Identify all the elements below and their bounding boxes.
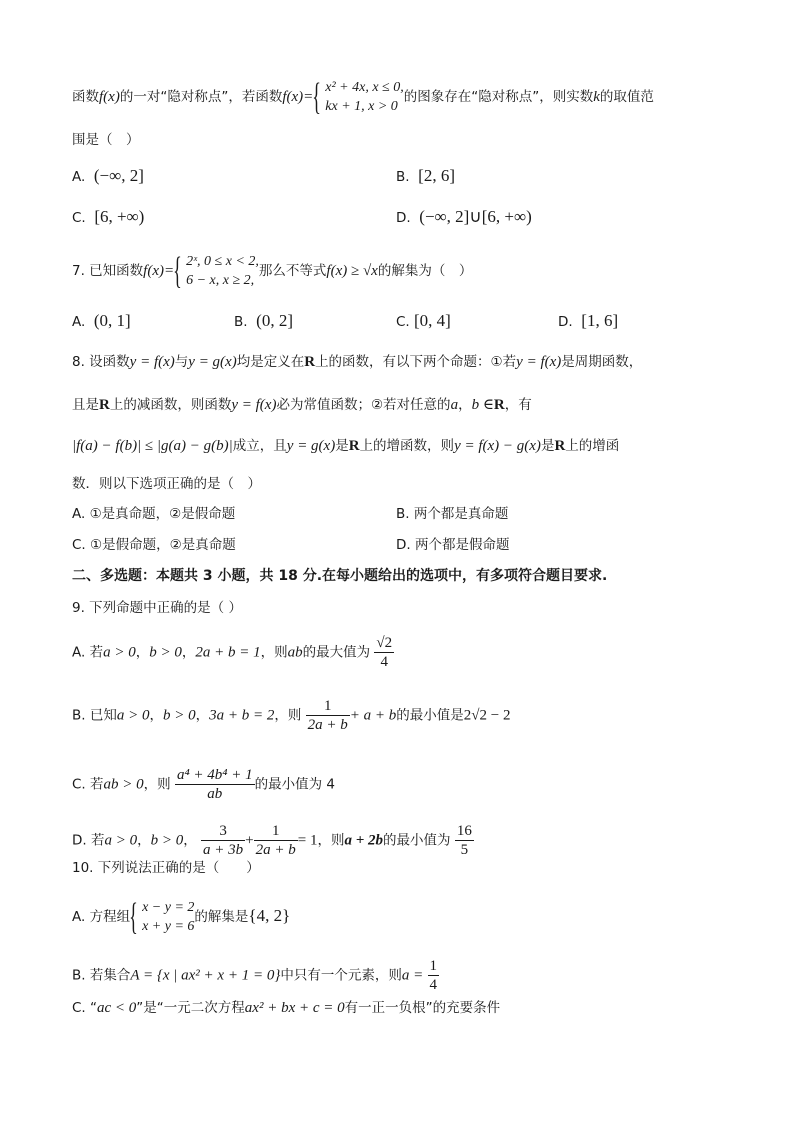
q10-b-fraction: $\frac{1}{4}$ bbox=[429, 958, 438, 993]
q8-stem-line3: |f(a) − f(b)| ≤ |g(a) − g(b)|成立，且y = g(x)是R上的增函数，则y = f(x) − g(x)是R上的增函 bbox=[72, 438, 620, 454]
q6-mid: 的一对“隐对称点”，若函数 bbox=[119, 89, 283, 105]
q9-d-fraction1: $\frac{3}{a + 3b}$ bbox=[203, 823, 244, 858]
q9-b-fraction: $\frac{1}{2a + b}$ bbox=[307, 698, 348, 733]
section-2-heading: 二、多选题：本题共 3 小题，共 18 分.在每小题给出的选项中，有多项符合题目要求. bbox=[72, 568, 608, 584]
q7-option-b[interactable]: B. (0, 2] bbox=[234, 311, 293, 330]
q8-abs-inequality: |f(a) − f(b)| ≤ |g(a) − g(b)| bbox=[72, 438, 233, 454]
q6-piece2: kx + 1, x > 0 bbox=[325, 99, 398, 114]
q10-option-b[interactable]: B. 若集合A = {x | ax² + x + 1 = 0}中只有一个元素，则a = $\frac{1}{4}$ bbox=[72, 958, 438, 993]
q6-stem-line1 bbox=[72, 78, 654, 116]
q8-stem-line2: 且是R上的减函数，则函数y = f(x)必为常值函数；②若对任意的a，b ∈R，有 bbox=[72, 397, 532, 413]
q10-set-a: A = {x | ax² + x + 1 = 0} bbox=[130, 967, 281, 984]
q8-option-a[interactable]: A. ①是真命题，②是假命题 bbox=[72, 506, 236, 522]
q9-option-d[interactable]: D. 若a > 0，b > 0， $\frac{3}{a + 3b}$ + $\frac{1}{2a + b}$ = 1，则a + 2b的最小值为 $\frac{16}{5}$ bbox=[72, 823, 472, 858]
q6-option-a[interactable]: A. (−∞, 2] bbox=[72, 166, 144, 185]
q9-a-fraction: $\frac{√2}{4}$ bbox=[376, 635, 393, 670]
q8-stem-line4: 数．则以下选项正确的是（ ） bbox=[72, 476, 261, 492]
q6-fx2: f(x)= bbox=[282, 89, 314, 105]
q10-system: { x − y = 2 x + y = 6 bbox=[130, 898, 194, 936]
q9-option-c[interactable]: C. 若ab > 0，则 $\frac{\text{a⁴ + 4b⁴ + 1}}{ab}$ 的最小值为 4 bbox=[72, 767, 336, 802]
q6-intro: 函数 bbox=[72, 89, 99, 105]
q9-option-a[interactable]: A. 若a > 0，b > 0，2a + b = 1，则ab的最大值为 $\frac{√2}{4}$ bbox=[72, 635, 393, 670]
q6-tail2: 的取值范 bbox=[599, 89, 654, 105]
q9-d-fraction3: $\frac{16}{5}$ bbox=[456, 823, 472, 858]
q6-stem-line2: 围是（ ） bbox=[72, 132, 140, 148]
q6-fx1: f(x) bbox=[99, 89, 120, 105]
q7-option-d[interactable]: D. [1, 6] bbox=[558, 311, 619, 330]
q7-option-a[interactable]: A. (0, 1] bbox=[72, 311, 131, 330]
q9-stem: 9. 下列命题中正确的是（ ） bbox=[72, 600, 242, 616]
q6-k: k bbox=[593, 89, 600, 105]
q9-option-b[interactable]: B. 已知a > 0，b > 0，3a + b = 2，则 $\frac{1}{2a + b}$ + a + b的最小值是2√2 − 2 bbox=[72, 698, 511, 733]
q6-piece1: { x² + 4x, x ≤ 0, bbox=[325, 80, 404, 95]
q8-option-c[interactable]: C. ①是假命题，②是真命题 bbox=[72, 537, 236, 553]
q7-fx: f(x)= bbox=[143, 263, 175, 279]
q10-stem: 10. 下列说法正确的是（ ） bbox=[72, 860, 260, 876]
q6-option-c[interactable]: C. [6, +∞) bbox=[72, 207, 145, 226]
q9-c-fraction: $\frac{\text{a⁴ + 4b⁴ + 1}}{ab}$ bbox=[176, 767, 253, 802]
q7-option-c[interactable]: C. [0, 4] bbox=[396, 311, 451, 330]
q6-option-d[interactable]: D. (−∞, 2]∪[6, +∞) bbox=[396, 207, 532, 226]
q7-piecewise: { 2ˣ, 0 ≤ x < 2, 6 − x, x ≥ 2, bbox=[174, 252, 259, 290]
q8-option-b[interactable]: B. 两个都是真命题 bbox=[396, 506, 509, 522]
q9-d-fraction2: $\frac{1}{2a + b}$ bbox=[255, 823, 296, 858]
q6-option-b[interactable]: B. [2, 6] bbox=[396, 166, 455, 185]
q6-piecewise bbox=[313, 78, 403, 116]
real-set-R: R bbox=[304, 354, 316, 370]
q6-tail: 的图象存在“隐对称点”，则实数 bbox=[403, 89, 594, 105]
q8-option-d[interactable]: D. 两个都是假命题 bbox=[396, 537, 510, 553]
q7-inequality: f(x) ≥ √x bbox=[326, 263, 378, 279]
q10-option-a[interactable]: A. 方程组 { x − y = 2 x + y = 6 的解集是{4, 2} bbox=[72, 898, 290, 936]
q8-stem-line1: 8. 设函数y = f(x)与y = g(x)均是定义在R上的函数，有以下两个命题：①若y = f(x)是周期函数， bbox=[72, 354, 643, 370]
q7-stem: 7. 已知函数f(x)= { 2ˣ, 0 ≤ x < 2, 6 − x, x ≥ 2, 那么不等式f(x) ≥ √x的解集为（ ） bbox=[72, 252, 472, 290]
q10-option-c[interactable]: C. “ac < 0”是“一元二次方程ax² + bx + c = 0有一正一负根”的充要条件 bbox=[72, 1000, 501, 1016]
